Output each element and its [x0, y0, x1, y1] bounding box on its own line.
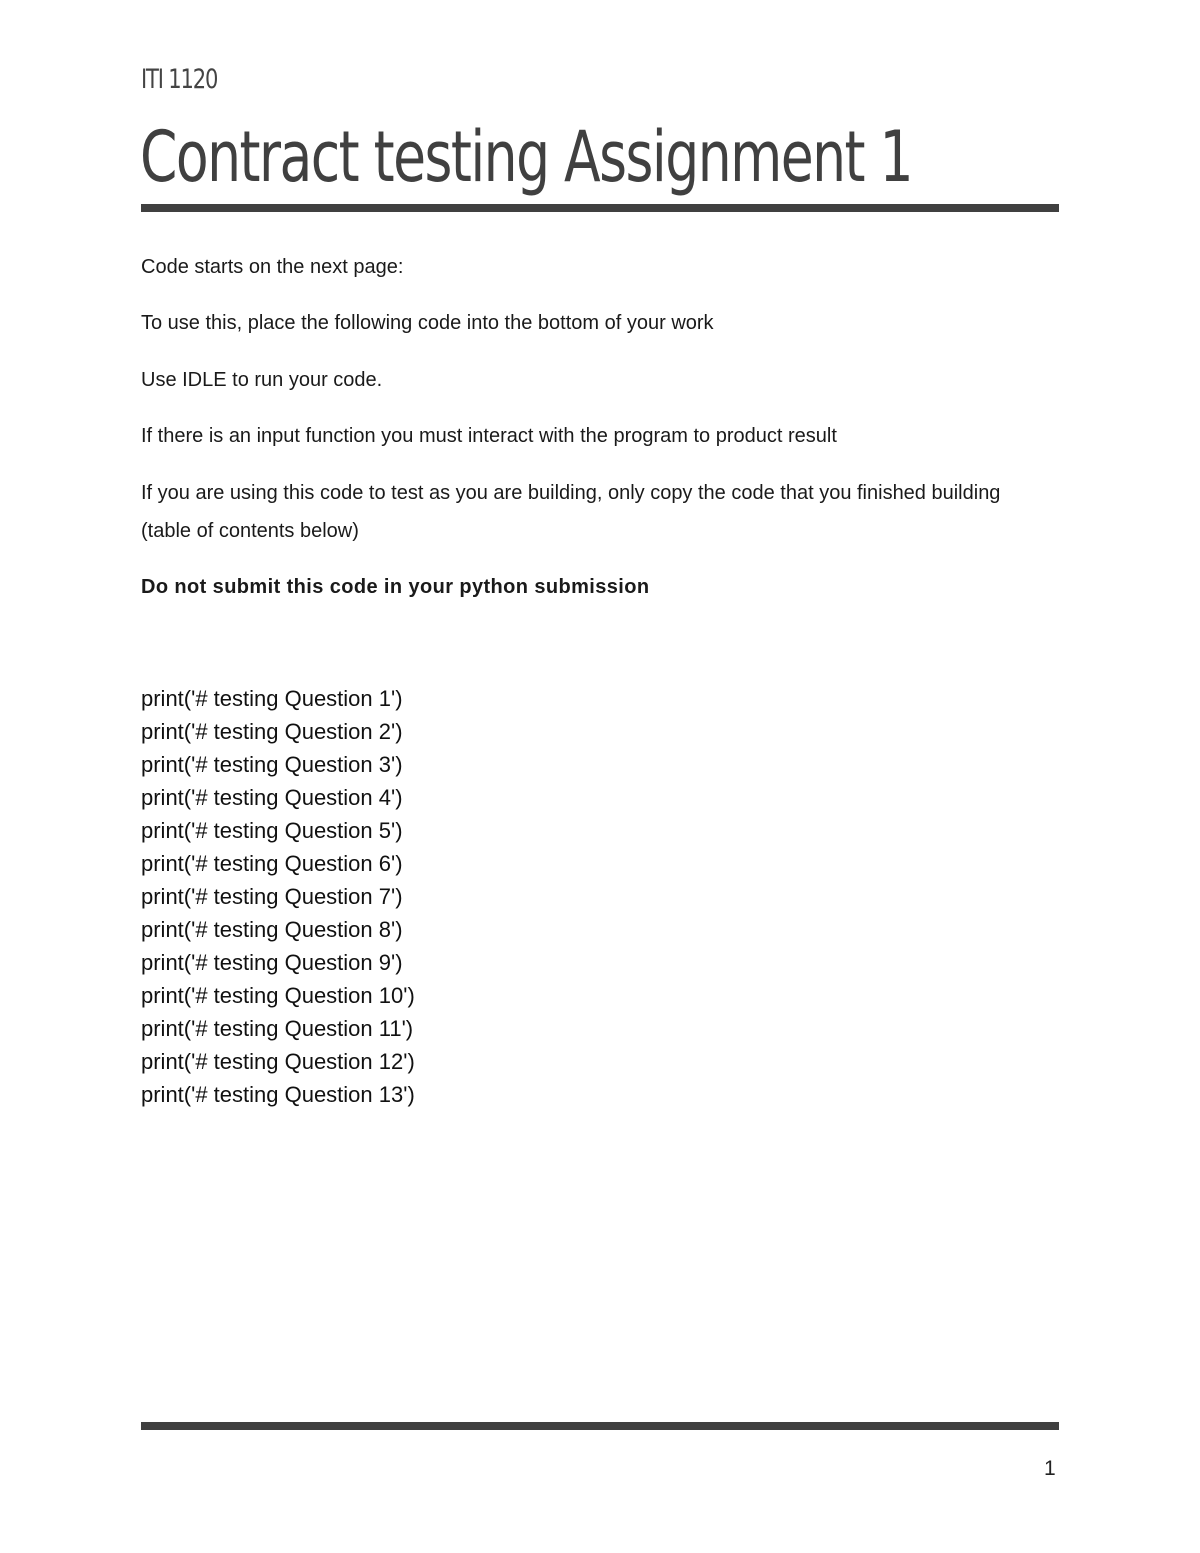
title-divider [141, 204, 1059, 212]
code-line: print('# testing Question 5') [141, 818, 403, 843]
instruction-paragraph: If there is an input function you must interact with the program to product result [141, 425, 837, 447]
code-line: print('# testing Question 12') [141, 1049, 415, 1074]
code-line: print('# testing Question 9') [141, 950, 403, 975]
page-number: 1 [1044, 1457, 1056, 1480]
code-line: print('# testing Question 4') [141, 785, 403, 810]
code-line: print('# testing Question 10') [141, 983, 415, 1008]
course-code: ITI 1120 [141, 64, 218, 95]
code-line: print('# testing Question 6') [141, 851, 403, 876]
instruction-paragraph: To use this, place the following code into the bottom of your work [141, 312, 714, 334]
page-title: Contract testing Assignment 1 [140, 116, 913, 198]
instruction-paragraph: If you are using this code to test as you are building, only copy the code that you finished building (table of contents below) [141, 482, 1001, 542]
instruction-paragraph: Use IDLE to run your code. [141, 369, 383, 391]
code-line: print('# testing Question 3') [141, 752, 403, 777]
code-line: print('# testing Question 1') [141, 686, 403, 711]
code-line: print('# testing Question 11') [141, 1016, 414, 1041]
footer-divider [141, 1422, 1059, 1430]
instruction-paragraph: Code starts on the next page: [141, 256, 404, 278]
code-block [141, 682, 415, 1111]
warning-text: Do not submit this code in your python submission [141, 576, 650, 598]
code-line: print('# testing Question 7') [141, 884, 403, 909]
code-line: print('# testing Question 13') [141, 1082, 415, 1107]
code-line: print('# testing Question 8') [141, 917, 403, 942]
code-line: print('# testing Question 2') [141, 719, 403, 744]
